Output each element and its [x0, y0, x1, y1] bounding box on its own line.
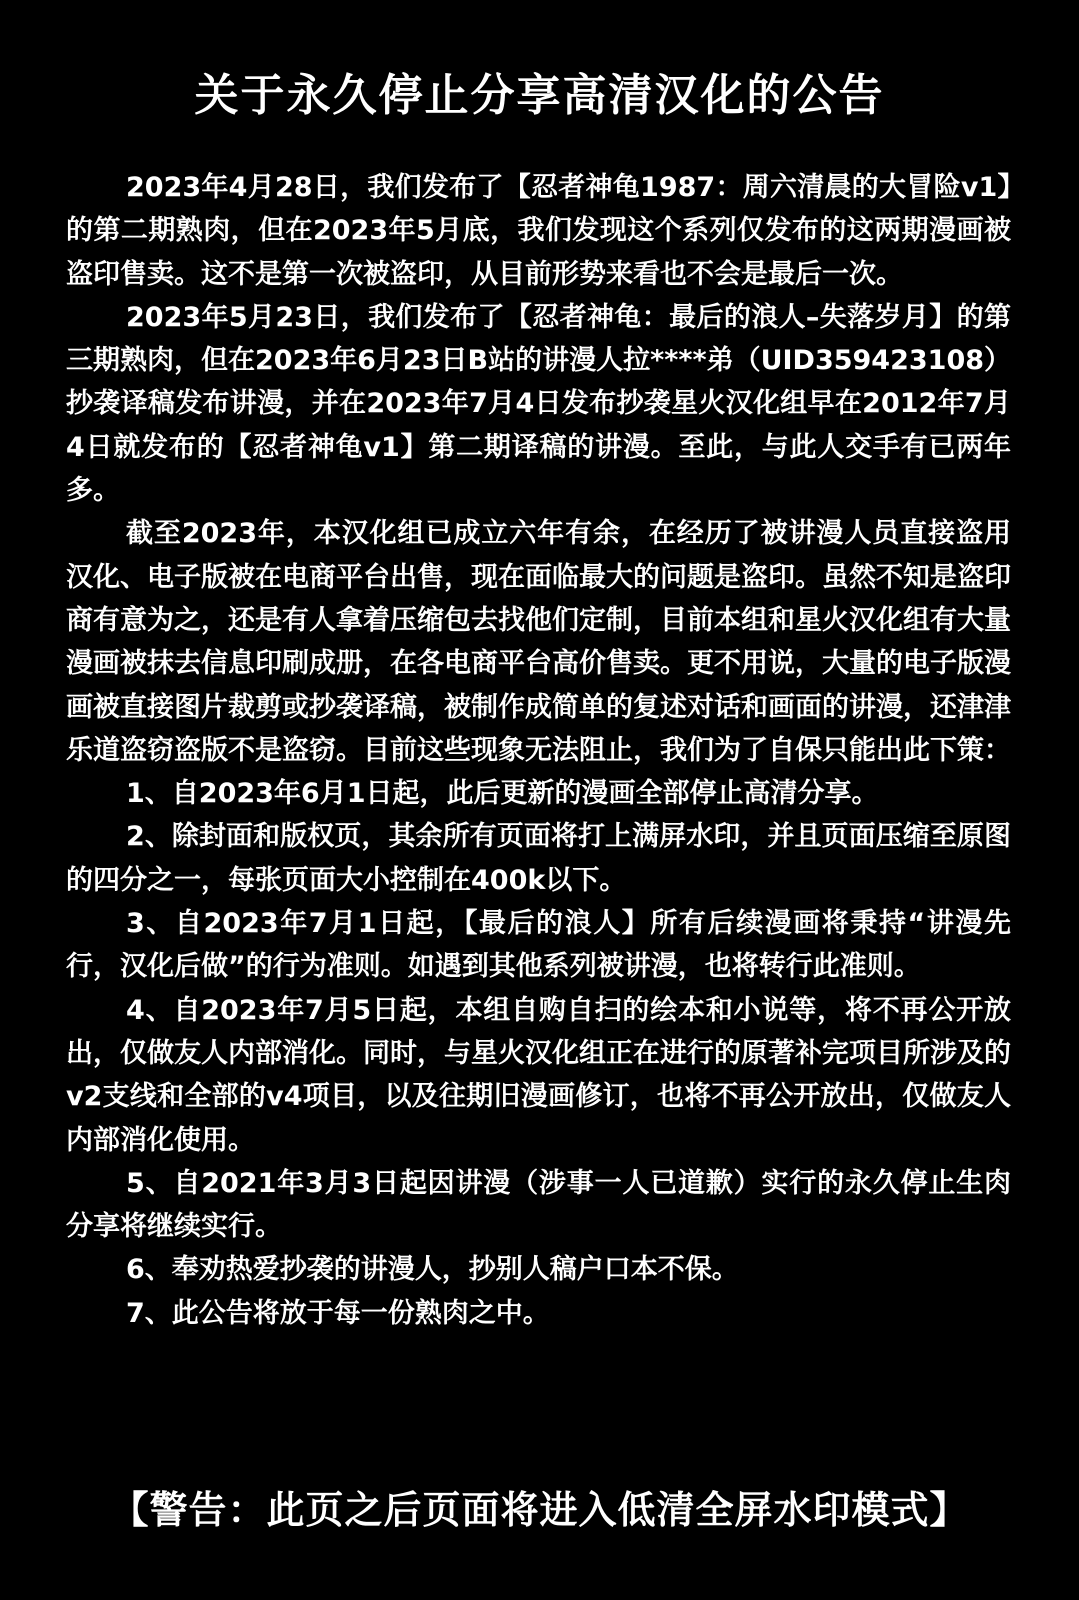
rule-item-2: 2、除封面和版权页，其余所有页面将打上满屏水印，并且页面压缩至原图的四分之一，每张页面大小控制在400k以下。: [66, 821, 1011, 896]
warning-banner: 【警告：此页之后页面将进入低清全屏水印模式】: [110, 1488, 969, 1532]
paragraph-intro-1: 2023年4月28日，我们发布了【忍者神龟1987：周六清晨的大冒险v1】的第二期熟肉，但在2023年5月底，我们发现这个系列仅发布的这两期漫画被盗印售卖。这不是第一次被盗印，从目前形势来看也不会是最后一次。: [66, 172, 1011, 290]
paragraph-intro-3: 截至2023年，本汉化组已成立六年有余，在经历了被讲漫人员直接盗用汉化、电子版被在电商平台出售，现在面临最大的问题是盗印。虽然不知是盗印商有意为之，还是有人拿着压缩包去找他们定制，目前本组和星火汉化组有大量漫画被抹去信息印刷成册，在各电商平台高价售卖。更不用说，大量的电子版漫画被直接图片裁剪或抄袭译稿，被制作成简单的复述对话和画面的讲漫，还津津乐道盗窃盗版不是盗窃。目前这些现象无法阻止，我们为了自保只能出此下策：: [66, 518, 1011, 766]
rule-item-4: 4、自2023年7月5日起，本组自购自扫的绘本和小说等，将不再公开放出，仅做友人内部消化。同时，与星火汉化组正在进行的原著补完项目所涉及的v2支线和全部的v4项目，以及往期旧漫画修订，也将不再公开放出，仅做友人内部消化使用。: [66, 994, 1011, 1156]
notice-title: 关于永久停止分享高清汉化的公告: [194, 70, 885, 121]
rule-item-7: 7、此公告将放于每一份熟肉之中。: [126, 1297, 550, 1329]
rule-item-1: 1、自2023年6月1日起，此后更新的漫画全部停止高清分享。: [126, 778, 879, 810]
paragraph-intro-2: 2023年5月23日，我们发布了【忍者神龟：最后的浪人–失落岁月】的第三期熟肉，但在2023年6月23日B站的讲漫人拉****弟（UID359423108）抄袭译稿发布讲漫，并在2023年7月4日发布抄袭星火汉化组早在2012年7月4日就发布的【忍者神龟v1】第二期译稿的讲漫。至此，与此人交手有已两年多。: [66, 301, 1012, 507]
rule-item-6: 6、奉劝热爱抄袭的讲漫人，抄别人稿户口本不保。: [126, 1254, 739, 1286]
notice-body: [66, 166, 1011, 1335]
rule-item-3: 3、自2023年7月1日起，【最后的浪人】所有后续漫画将秉持“讲漫先行，汉化后做”的行为准则。如遇到其他系列被讲漫，也将转行此准则。: [66, 908, 1011, 983]
rule-item-5: 5、自2021年3月3日起因讲漫（涉事一人已道歉）实行的永久停止生肉分享将继续实行。: [66, 1167, 1011, 1243]
